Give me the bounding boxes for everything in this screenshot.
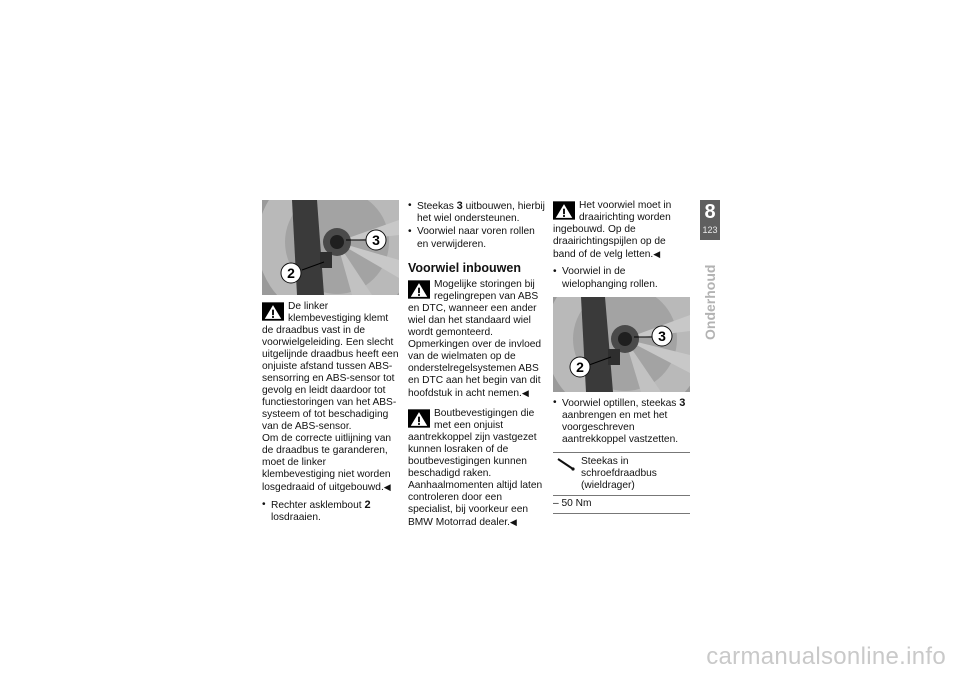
list-item: • Steekas 3 uitbouwen, hierbij het wiel ondersteunen. <box>408 200 547 225</box>
torque-spec-value: 50 Nm <box>561 498 592 509</box>
page-number: 123 <box>702 225 718 235</box>
wheel-photo-removal <box>262 200 399 295</box>
warning-text-2: Aanhaalmomenten altijd laten controleren door een specialist, bij voorkeur een BMW Motorrad dealer. <box>408 480 543 528</box>
column-3 <box>553 200 690 514</box>
warning-text-2: Opmerkingen over de invloed van de wielmaten op de onderstelregelsystemen ABS en DTC aan het begin van dit hoofdstuk in acht nemen. <box>408 339 542 399</box>
list-item: • Rechter asklembout 2 losdraaien. <box>262 499 401 524</box>
step-list <box>553 266 690 291</box>
torque-spec-value-row <box>553 496 690 513</box>
wheel-photo-installation <box>553 297 690 392</box>
end-mark-icon: ◀ <box>653 249 661 259</box>
callout-2: 2 <box>576 359 584 375</box>
list-item: • Voorwiel optillen, steekas 3 aanbrengen en met het voorgeschreven aantrekkoppel vastzetten. <box>553 397 690 446</box>
warning-text: Mogelijke storingen bij regelingrepen van ABS en DTC, wanneer een ander wiel dan het standaard wiel wordt gemonteerd. <box>408 279 539 338</box>
callout-3: 3 <box>658 328 666 344</box>
list-item: • Voorwiel naar voren rollen en verwijderen. <box>408 226 547 251</box>
end-mark-icon: ◀ <box>509 517 517 527</box>
part-ref: 3 <box>456 200 463 212</box>
warning-triangle-icon <box>262 302 284 321</box>
torque-spec-header <box>553 453 690 496</box>
wheel-photo-illustration <box>262 200 399 295</box>
step-list <box>553 397 690 446</box>
end-mark-icon: ◀ <box>383 482 391 492</box>
step-list <box>262 499 401 524</box>
warning-triangle-icon <box>553 201 575 220</box>
section-title-vertical: Onderhoud <box>702 264 718 340</box>
callout-2: 2 <box>287 265 295 281</box>
torque-spec-table <box>553 452 690 514</box>
warning-block-direction <box>553 200 690 261</box>
warning-text: De linker klembevestiging klemt de draadbus vast in de voorwielgeleiding. Een slecht uitgelijnde draadbus heeft een onjuiste afstand tussen ABS-sensorring en ABS-sensor tot gevolg en leidt daardoor tot functiestoringen van het ABS-systeem of tot beschadiging van de ABS-sensor. <box>262 301 399 432</box>
warning-triangle-icon <box>408 280 430 299</box>
warning-text-2: Om de correcte uitlijning van de draadbus te garanderen, moet de linker klembevestiging niet worden losgedraaid of uitgebouwd. <box>262 433 392 493</box>
watermark: carmanualsonline.info <box>706 643 946 670</box>
warning-block-klembevestiging <box>262 301 401 494</box>
chapter-marker <box>700 200 720 240</box>
warning-text: Het voorwiel moet in draairichting worden ingebouwd. Op de draairichtingspijlen op de band of de velg letten. <box>553 200 672 260</box>
part-ref: 3 <box>679 397 686 409</box>
warning-triangle-icon <box>408 409 430 428</box>
warning-block-torque <box>408 408 547 529</box>
wheel-photo-illustration <box>553 297 690 392</box>
step-list <box>408 200 547 251</box>
dash-icon: – <box>553 498 562 509</box>
torque-wrench-icon <box>557 457 575 471</box>
column-2 <box>408 200 547 529</box>
end-mark-icon: ◀ <box>521 388 529 398</box>
column-1 <box>262 200 401 525</box>
list-item: • Voorwiel in de wielophanging rollen. <box>553 266 690 291</box>
chapter-number: 8 <box>704 201 716 223</box>
warning-block-abs-dtc <box>408 279 547 400</box>
callout-3: 3 <box>372 232 380 248</box>
warning-text: Boutbevestigingen die met een onjuist aantrekkoppel zijn vastgezet kunnen losraken of de boutbevestigingen kunnen beschadigd raken. <box>408 408 537 479</box>
part-ref: 2 <box>364 499 371 511</box>
torque-spec-label: Steekas in schroefdraadbus (wieldrager) <box>581 456 657 491</box>
section-heading: Voorwiel inbouwen <box>408 261 521 275</box>
